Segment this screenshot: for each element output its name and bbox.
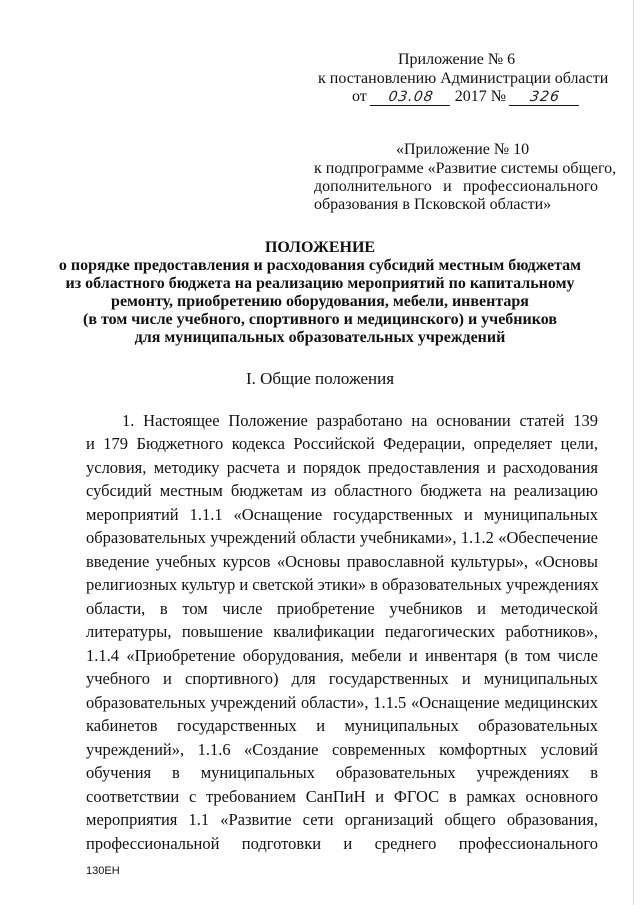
date-number-line [352,87,580,107]
body-line: обучения в муниципальных образовательных учреждениях в [86,763,598,782]
subheader-line-4: образования в Псковской области» [314,196,552,213]
title-line-6: для муниципальных образовательных учреждений [134,329,506,346]
appendix-line: Приложение № 6 [398,51,516,68]
document-title: ПОЛОЖЕНИЕ [264,239,376,256]
title-line-4: ремонту, приобретению оборудования, мебели, инвентаря [111,293,529,310]
body-line: мероприятий 1.1.1 «Оснащение государственных и муниципальных [86,505,598,524]
title-line-5: (в том числе учебного, спортивного и медицинского) и учебников [83,311,557,328]
body-line: образовательных учреждений области», 1.1.5 «Оснащение медицинских [86,693,598,712]
body-line: области, в том числе приобретение учебников и методической [86,599,598,618]
body-line: 1.1.4 «Приобретение оборудования, мебели и инвентаря (в том числе [86,646,598,665]
body-line: профессиональной подготовки и среднего профессионального [86,834,598,853]
body-line: литературы, повышение квалификации педагогических работников», [86,622,598,641]
date-prefix: от [352,88,367,105]
body-line: соответствии с требованием СанПиН и ФГОС в рамках основного [86,787,598,806]
body-line: религиозных культур и светской этики» в образовательных учреждениях [86,575,599,594]
subheader-line-2: к подпрограмме «Развитие системы общего, [314,160,617,177]
date-year-number-label: 2017 № [454,88,507,105]
title-line-2: о порядке предоставления и расходования субсидий местным бюджетам [58,257,582,274]
body-line: кабинетов государственных и муниципальных образовательных [86,716,598,735]
section-heading: I. Общие положения [245,369,395,388]
body-line: введение учебных курсов «Основы православной культуры», «Основы [86,552,598,571]
subheader-line-3: дополнительного и профессионального [314,178,598,195]
scan-edge-divider [633,0,634,905]
resolution-line: к постановлению Администрации области [318,70,609,87]
title-line-3: из областного бюджета на реализацию мероприятий по капитальному [65,275,575,292]
body-line: условия, методику расчета и порядок предоставления и расходования [86,458,598,477]
body-line: мероприятия 1.1 «Развитие сети организаций общего образования, [86,810,598,829]
body-line: и 179 Бюджетного кодекса Российской Федерации, определяет цели, [86,434,598,453]
footer-code: 130ЕН [86,865,120,877]
body-line: образовательных учреждений области учебниками», 1.1.2 «Обеспечение [86,528,598,547]
body-line: учреждений», 1.1.6 «Создание современных комфортных условий [86,740,598,759]
handwritten-date: 03.08 [370,89,452,106]
body-line: 1. Настоящее Положение разработано на основании статей 139 [122,411,598,430]
body-line: учебного и спортивного) для государственных и муниципальных [86,669,598,688]
subheader-line-1: «Приложение № 10 [396,141,530,158]
handwritten-number: 326 [509,89,581,106]
body-line: субсидий местным бюджетам из областного бюджета на реализацию [86,481,598,500]
